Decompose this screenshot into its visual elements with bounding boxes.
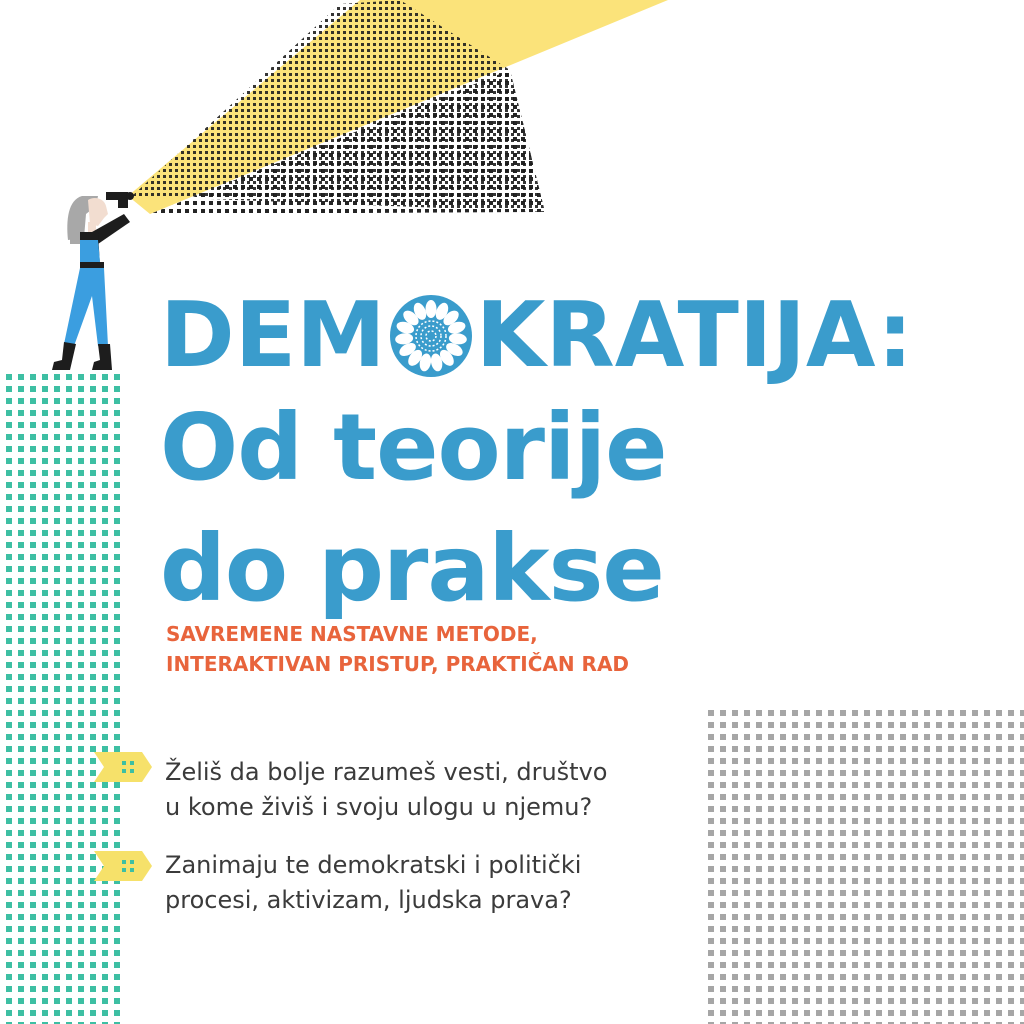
subtitle-line-1: SAVREMENE NASTAVNE METODE, xyxy=(166,622,538,646)
teal-dot-column xyxy=(5,373,126,1024)
title-line-3: do prakse xyxy=(160,515,664,622)
subtitle xyxy=(166,619,629,679)
question-2-line-1: Zanimaju te demokratski i politički xyxy=(165,851,582,879)
yellow-flag-bullet-icon xyxy=(92,851,152,881)
sunflower-icon xyxy=(389,294,473,378)
title-word-start: DEM xyxy=(160,283,386,388)
gray-dot-block xyxy=(707,709,1024,1024)
subtitle-line-2: INTERAKTIVAN PRISTUP, PRAKTIČAN RAD xyxy=(166,652,630,676)
question-2-line-2: procesi, aktivizam, ljudska prava? xyxy=(165,886,572,914)
question-1 xyxy=(165,755,607,825)
question-1-line-2: u kome živiš i svoju ulogu u njemu? xyxy=(165,793,593,821)
title-line-1 xyxy=(160,281,913,391)
yellow-flag-bullet-icon xyxy=(92,752,152,782)
title-word-end: KRATIJA: xyxy=(475,283,914,388)
question-1-line-1: Želiš da bolje razumeš vesti, društvo xyxy=(165,758,608,786)
question-2 xyxy=(165,848,581,918)
woman-with-binoculars-illustration xyxy=(52,192,134,370)
title-line-2: Od teorije xyxy=(160,394,667,501)
